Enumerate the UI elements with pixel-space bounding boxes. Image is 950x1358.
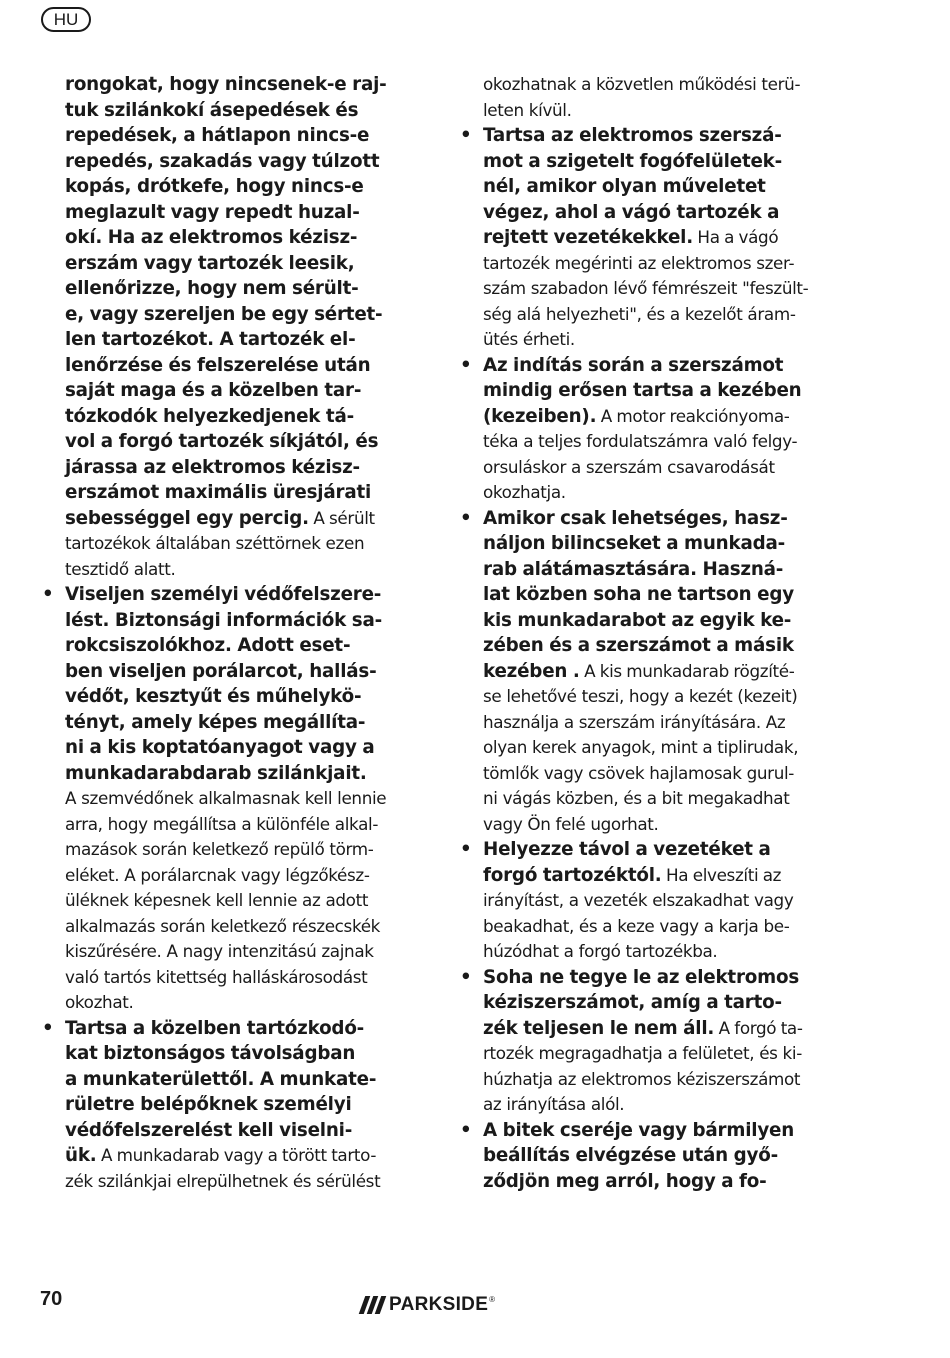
text-line [458,786,842,812]
bullet-line [458,123,842,149]
brand-name: PARKSIDE [389,1294,489,1315]
text-line [458,863,842,889]
bullet-icon: • [460,839,472,860]
bullet-line [458,837,842,863]
text-line [458,914,842,940]
normal-text: okozhatja. [483,482,566,502]
text-line [40,659,424,685]
bullet-line [458,353,842,379]
right-column [458,72,842,1194]
text-line [458,98,842,124]
normal-text: beakadhat, és a keze vagy a karja be- [483,915,790,936]
text-line [40,506,424,532]
normal-text: húzhatja az elektromos kéziszerszámot [483,1068,801,1089]
text-line [40,429,424,455]
bold-text: lat közben soha ne tartson egy [483,584,794,605]
text-line [458,72,842,98]
text-line [40,837,424,863]
brand-logo [362,1293,495,1317]
text-line [40,327,424,353]
normal-text: orsuláskor a szerszám csavarodását [483,456,775,477]
normal-text: való tartós kitettség halláskárosodást [65,966,368,987]
left-column [40,72,424,1194]
text-line [40,1118,424,1144]
normal-text: tartozék megérinti az elektromos szer- [483,252,795,273]
text-line [458,939,842,965]
text-line [458,174,842,200]
text-line [458,404,842,430]
text-line [458,225,842,251]
text-line [40,276,424,302]
bold-text: ellenőrizze, hogy nem sérült- [65,278,359,299]
normal-text: húzódhat a forgó tartozékba. [483,941,718,961]
text-line [40,786,424,812]
bold-text: len tartozékot. A tartozék el- [65,329,356,350]
bold-text: beállítás elvégzése után győ- [483,1145,779,1166]
text-line [458,1169,842,1195]
text-line [40,1067,424,1093]
text-line [40,965,424,991]
bold-text: tuk szilánkokí ásepedések és [65,99,359,121]
bold-text: erszámot maximális üresjárati [65,482,372,503]
normal-text: tesztidő alatt. [65,558,176,579]
normal-text: rtozék megragadhatja a felületet, és ki- [483,1043,802,1063]
bold-text: rongokat, hogy nincsenek-e raj- [65,74,387,95]
text-line [458,888,842,914]
text-line [458,1143,842,1169]
bullet-icon: • [460,966,472,988]
bold-text: rokcsiszolókhoz. Adott eset- [65,635,351,656]
normal-text: zék szilánkjai elrepülhetnek és sérülést [65,1170,381,1191]
bold-text: zében és a szerszámot a másik [483,635,794,656]
bullet-icon: • [42,1017,54,1039]
text-line [458,557,842,583]
normal-text: A motor reakciónyoma- [596,405,790,426]
normal-text: üléknek képesnek kell lennie az adott [65,890,369,910]
text-line [40,72,424,98]
bold-text: meglazult vagy repedt huzal- [65,201,360,223]
bold-text: Viseljen személyi védőfelszere- [65,584,382,605]
bold-text: Tartsa a közelben tartózkodó- [65,1017,365,1039]
text-line [458,659,842,685]
text-line [40,1041,424,1067]
text-line [458,251,842,277]
bold-text: saját maga és a közelben tar- [65,380,362,401]
bold-text: végez, ahol a vágó tartozék a [483,201,780,223]
normal-text: ség alá helyezheti", és a kezelőt áram- [483,303,796,324]
text-line [458,455,842,481]
bullet-icon: • [460,125,472,146]
bold-text: kat biztonságos távolságban [65,1043,356,1064]
normal-text: eléket. A porálarcnak vagy légzőkész- [65,864,370,885]
bold-text: forgó tartozéktól. [483,864,662,886]
text-line [458,1092,842,1118]
normal-text: tartozékok általában széttörnek ezen [65,533,365,553]
normal-text: szám szabadon lévő fémrészeit "feszült- [483,278,809,298]
normal-text: okozhatnak a közvetlen működési terü- [483,74,801,94]
text-line [40,200,424,226]
normal-text: A kis munkadarab rögzíté- [579,660,795,681]
bold-text: a munkaterülettől. A munkate- [65,1068,377,1090]
normal-text: A munkadarab vagy a törött tarto- [96,1145,377,1165]
bullet-line [40,1016,424,1042]
bold-text: védőt, kesztyűt és műhelykö- [65,686,362,707]
text-line [458,149,842,175]
bold-text: lenőrzése és felszerelése után [65,354,371,376]
text-line [458,1041,842,1067]
bold-text: repedések, a hátlapon nincs-e [65,125,370,146]
text-line [40,633,424,659]
bold-text: nél, amikor olyan műveletet [483,176,766,197]
normal-text: használja a szerszám irányítására. Az [483,711,786,732]
bold-text: rab alátámasztására. Haszná- [483,558,784,580]
text-line [40,302,424,328]
normal-text: Ha a vágó [692,227,779,247]
normal-text: arra, hogy megállítsa a különféle alkal- [65,813,379,834]
bold-text: lést. Biztonsági információk sa- [65,609,382,631]
text-line [458,684,842,710]
text-line [458,710,842,736]
text-line [458,429,842,455]
bullet-line [458,506,842,532]
bold-text: rejtett vezetékekkel. [483,227,693,248]
bold-text: Tartsa az elektromos szerszá- [483,125,782,146]
text-line [40,174,424,200]
normal-text: mazások során keletkező repülő törm- [65,839,374,859]
text-line [458,327,842,353]
normal-text: irányítást, a vezeték elszakadhat vagy [483,890,794,910]
normal-text: Ha elveszíti az [661,864,782,885]
text-line [40,735,424,761]
text-line [40,608,424,634]
bold-text: ződjön meg arról, hogy a fo- [483,1170,767,1192]
text-line [458,302,842,328]
language-badge: HU [41,7,91,32]
normal-text: se lehetővé teszi, hogy a kezét (kezeit) [483,686,798,706]
bold-text: repedés, szakadás vagy túlzott [65,150,380,172]
registered-mark: ® [489,1295,496,1304]
text-line [40,251,424,277]
bold-text: okí. Ha az elektromos kézisz- [65,227,358,248]
text-line [40,1092,424,1118]
normal-text: olyan kerek anyagok, mint a tiplirudak, [483,737,799,757]
bold-text: tózkodók helyezkedjenek tá- [65,405,354,427]
text-line [40,761,424,787]
bullet-icon: • [42,584,54,605]
text-line [40,914,424,940]
text-line [40,684,424,710]
text-line [458,480,842,506]
normal-text: ütés érheti. [483,329,575,349]
bold-text: védőfelszerelést kell viselni- [65,1119,353,1141]
bold-text: tényt, amely képes megállíta- [65,711,366,733]
bold-text: Az indítás során a szerszámot [483,354,784,376]
text-line [40,888,424,914]
normal-text: vagy Ön felé ugorhat. [483,813,659,834]
normal-text: tömlők vagy csövek hajlamosak gurul- [483,762,795,783]
bold-text: ben viseljen porálarcot, hallás- [65,660,377,682]
bold-text: kopás, drótkefe, hogy nincs-e [65,176,364,197]
bold-text: vol a forgó tartozék síkjától, és [65,431,379,452]
page-number: 70 [40,1288,63,1310]
bold-text: erszám vagy tartozék leesik, [65,252,355,274]
bullet-line [458,1118,842,1144]
normal-text: A forgó ta- [714,1017,803,1038]
bold-text: ük. [65,1145,97,1166]
normal-text: kiszűrésére. A nagy intenzitású zajnak [65,941,374,961]
text-line [40,710,424,736]
normal-text: okozhat. [65,992,134,1012]
bold-text: sebességgel egy percig. [65,507,309,529]
text-line [40,531,424,557]
normal-text: A sérült [308,507,375,528]
bold-text: e, vagy szereljen be egy sértet- [65,303,383,325]
text-line [40,455,424,481]
bold-text: mindig erősen tartsa a kezében [483,380,802,401]
normal-text: A szemvédőnek alkalmasnak kell lennie [65,788,387,808]
text-line [40,812,424,838]
bold-text: náljon bilincseket a munkada- [483,533,785,554]
text-line [40,1169,424,1195]
bold-text: ni a kis koptatóanyagot vagy a [65,737,375,758]
bullet-icon: • [460,354,472,376]
text-line [40,863,424,889]
bold-text: rületre belépőknek személyi [65,1094,352,1115]
bold-text: Helyezze távol a vezetéket a [483,839,771,860]
bold-text: zék teljesen le nem áll. [483,1017,715,1039]
text-line [40,123,424,149]
text-line [40,480,424,506]
text-line [40,404,424,430]
text-line [40,98,424,124]
text-line [458,276,842,302]
bold-text: Soha ne tegye le az elektromos [483,966,800,988]
text-line [458,200,842,226]
bold-text: munkadarabdarab szilánkjait. [65,762,367,784]
text-line [40,149,424,175]
text-line [458,1016,842,1042]
bullet-line [40,582,424,608]
text-line [40,225,424,251]
bold-text: mot a szigetelt fogófelületek- [483,150,783,172]
text-line [458,531,842,557]
text-line [458,608,842,634]
bullet-icon: • [460,1119,472,1141]
text-line [458,735,842,761]
text-line [40,353,424,379]
text-line [458,633,842,659]
text-line [40,939,424,965]
text-line [458,812,842,838]
bold-text: A bitek cseréje vagy bármilyen [483,1119,795,1141]
bold-text: kezében . [483,660,580,682]
bullet-line [458,965,842,991]
normal-text: ni vágás közben, és a bit megakadhat [483,788,790,808]
text-line [458,990,842,1016]
bold-text: Amikor csak lehetséges, hasz- [483,507,788,529]
bold-text: járassa az elektromos kézisz- [65,456,360,478]
bullet-icon: • [460,507,472,529]
bold-text: (kezeiben). [483,405,597,427]
bold-text: kis munkadarabot az egyik ke- [483,609,792,631]
text-line [40,1143,424,1169]
normal-text: leten kívül. [483,99,572,120]
bold-text: kéziszerszámot, amíg a tarto- [483,992,782,1013]
text-line [458,378,842,404]
normal-text: az irányítása alól. [483,1094,625,1114]
text-line [40,990,424,1016]
text-line [458,761,842,787]
brand-slashes-icon [362,1296,383,1314]
text-line [458,1067,842,1093]
text-line [458,582,842,608]
normal-text: téka a teljes fordulatszámra való felgy- [483,431,798,451]
text-line [40,557,424,583]
text-line [40,378,424,404]
normal-text: alkalmazás során keletkező részecskék [65,915,381,936]
